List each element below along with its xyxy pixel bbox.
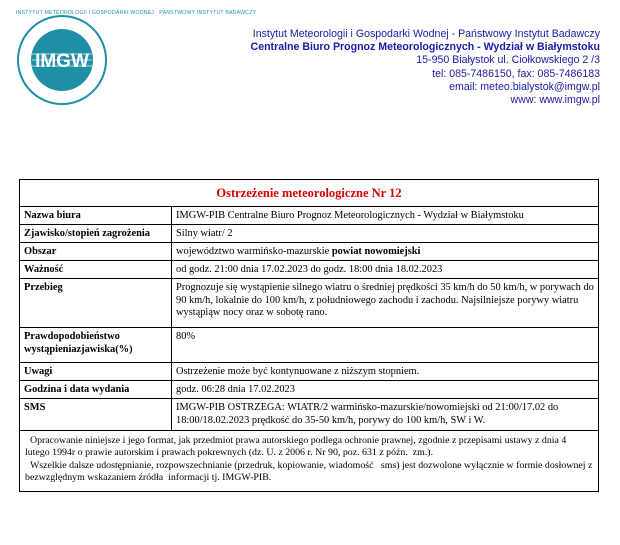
table-row: [20, 381, 599, 399]
logo-ring-text: INSTYTUT METEOROLOGII I GOSPODARKI WODNEJ · PAŃSTWOWY INSTYTUT BADAWCZY: [16, 10, 257, 16]
copyright-paragraph: Opracowanie niniejsze i jego format, jak przedmiot prawa autorskiego podlega ochronie prawnej, zgodnie z przepisami ustawy z dnia 4 lutego 1994r o prawie autorskim i prawach pokrewnych (dz. U. z 2006 r. Nr 90, poz. 631 z późn. zm.).: [25, 435, 569, 459]
website: www: www.imgw.pl: [510, 94, 600, 107]
table-row: [20, 225, 599, 243]
row-value: 80%: [172, 328, 599, 363]
address: 15-950 Białystok ul. Ciołkowskiego 2 /3: [416, 54, 600, 67]
redistribution-paragraph: Wszelkie dalsze udostępnianie, rozpowszechnianie (przedruk, kopiowanie, wiadomość sms) jest dozwolone wyłącznie w formie dosłownej z bezwzględnym wskazaniem źródła informacji tj. IMGW-PIB.: [25, 459, 595, 484]
row-label: Ważność: [20, 261, 172, 279]
table-row: [20, 261, 599, 279]
row-label: Godzina i data wydania: [20, 381, 172, 399]
row-value: godz. 06:28 dnia 17.02.2023: [172, 381, 599, 399]
title-row: [20, 180, 599, 207]
row-label: Nazwa biura: [20, 207, 172, 225]
email: email: meteo.bialystok@imgw.pl: [449, 80, 600, 93]
row-label: SMS: [20, 399, 172, 431]
row-value: IMGW-PIB OSTRZEGA: WIATR/2 warmińsko-mazurskie/nowomiejski od 21:00/17.02 do 18:00/18.02.2023 prędkość do 35-50 km/h, porywy do 100 km/h, SW i W.: [172, 399, 599, 431]
row-value: od godz. 21:00 dnia 17.02.2023 do godz. 18:00 dnia 18.02.2023: [172, 261, 599, 279]
warning-table: [19, 179, 599, 431]
row-label: Prawdopodobieństwo wystąpieniazjawiska(%): [20, 328, 172, 363]
copyright-notice: [19, 431, 599, 492]
table-row: [20, 328, 599, 363]
table-row: [20, 279, 599, 328]
row-label: Uwagi: [20, 363, 172, 381]
row-value: Ostrzeżenie może być kontynuowane z niższym stopniem.: [172, 363, 599, 381]
area-county: powiat nowomiejski: [331, 246, 421, 257]
office-name: Centralne Biuro Prognoz Meteorologicznych - Wydział w Białymstoku: [250, 41, 600, 54]
table-row: [20, 207, 599, 225]
institute-name: Instytut Meteorologii i Gospodarki Wodnej - Państwowy Instytut Badawczy: [252, 28, 600, 40]
row-value: IMGW-PIB Centralne Biuro Prognoz Meteorologicznych - Wydział w Białymstoku: [172, 207, 599, 225]
table-row: [20, 243, 599, 261]
table-row: [20, 363, 599, 381]
warning-title: Ostrzeżenie meteorologiczne Nr 12: [20, 180, 599, 207]
table-row: [20, 399, 599, 431]
row-value: Silny wiatr/ 2: [172, 225, 599, 243]
phone-fax: tel: 085-7486150, fax: 085-7486183: [432, 67, 600, 80]
institute-header: [180, 28, 600, 107]
row-label: Zjawisko/stopień zagrożenia: [20, 225, 172, 243]
row-value: Prognozuje się wystąpienie silnego wiatru o średniej prędkości 35 km/h do 50 km/h, w porywach do 90 km/h, lokalnie do 100 km/h, z południowego zachodu i zachodu. Najsilniejsze porywy wiatru wystąpiąw nocy oraz w sobotę rano.: [172, 279, 599, 328]
area-voivodeship: województwo warmińsko-mazurskie: [176, 246, 332, 257]
imgw-logo: [16, 10, 257, 106]
logo-text: IMGW: [35, 51, 89, 72]
row-label: Przebieg: [20, 279, 172, 328]
row-value: [172, 243, 599, 261]
row-label: Obszar: [20, 243, 172, 261]
